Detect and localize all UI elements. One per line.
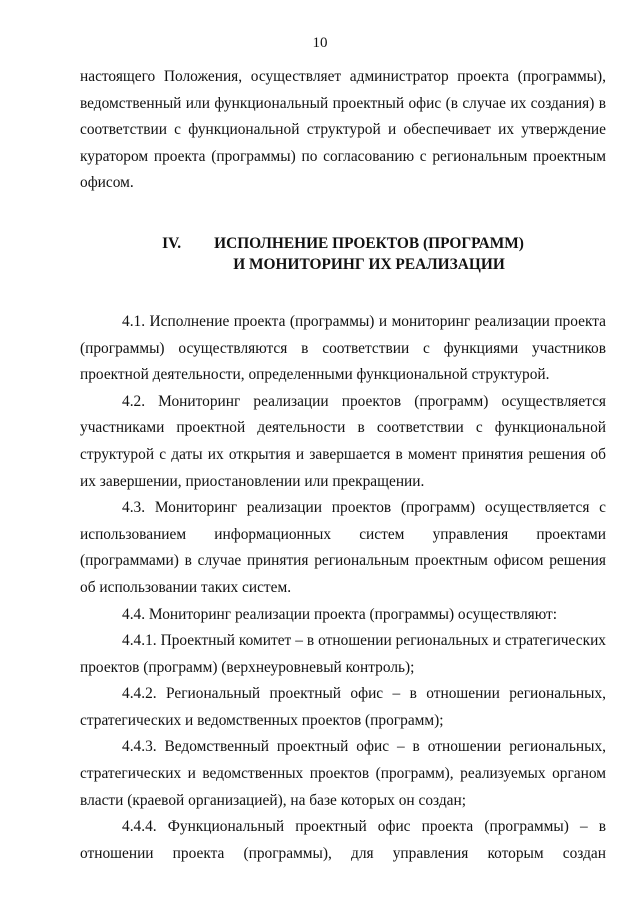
page-number: 10 [312,35,328,51]
intro-paragraph: настоящего Положения, осуществляет администратор проекта (программы), ведомственный или функциональный проектный офис (в случае их создания) в соответствии с функциональной структурой и обеспечивает их утверждение куратором проекта (программы) по согласованию с региональным проектным офисом. [80,68,606,192]
section-heading-line-1 [80,233,606,254]
section-title-line-1: ИСПОЛНЕНИЕ ПРОЕКТОВ (ПРОГРАММ) [214,234,524,252]
document-body [80,64,606,867]
clause-4-4: 4.4. Мониторинг реализации проекта (программы) осуществляют: [122,605,558,623]
section-number: IV. [162,234,182,252]
clause-4-4-2: 4.4.2. Региональный проектный офис – в отношении региональных, стратегических и ведомственных проектов (программ); [80,685,606,729]
clause-4-4-3: 4.4.3. Ведомственный проектный офис – в отношении региональных, стратегических и ведомственных проектов (программ), реализуемых органом власти (краевой организацией), на базе которых он создан; [80,738,606,809]
clause-4-2: 4.2. Мониторинг реализации проектов (программ) осуществляется участниками проектной деятельности в соответствии с функциональной структурой с даты их открытия и завершается в момент принятия решения об их завершении, приостановлении или прекращении. [80,392,606,490]
clause-4-3: 4.3. Мониторинг реализации проектов (программ) осуществляется с использованием информационных систем управления проектами (программами) в случае принятия региональным проектным офисом решения об использовании таких систем. [80,499,606,596]
clause-4-4-4: 4.4.4. Функциональный проектный офис проекта (программы) – в отношении проекта (программы), для управления которым создан [80,818,606,862]
clause-4-4-1: 4.4.1. Проектный комитет – в отношении региональных и стратегических проектов (программ) (верхнеуровневый контроль); [80,632,606,676]
section-heading-line-2 [80,254,606,275]
section-title-line-2: И МОНИТОРИНГ ИХ РЕАЛИЗАЦИИ [233,255,505,273]
clause-4-1: 4.1. Исполнение проекта (программы) и мониторинг реализации проекта (программы) осуществляются в соответствии с функциями участников проектной деятельности, определенными функциональной структурой. [80,312,606,384]
section-heading [80,233,606,275]
